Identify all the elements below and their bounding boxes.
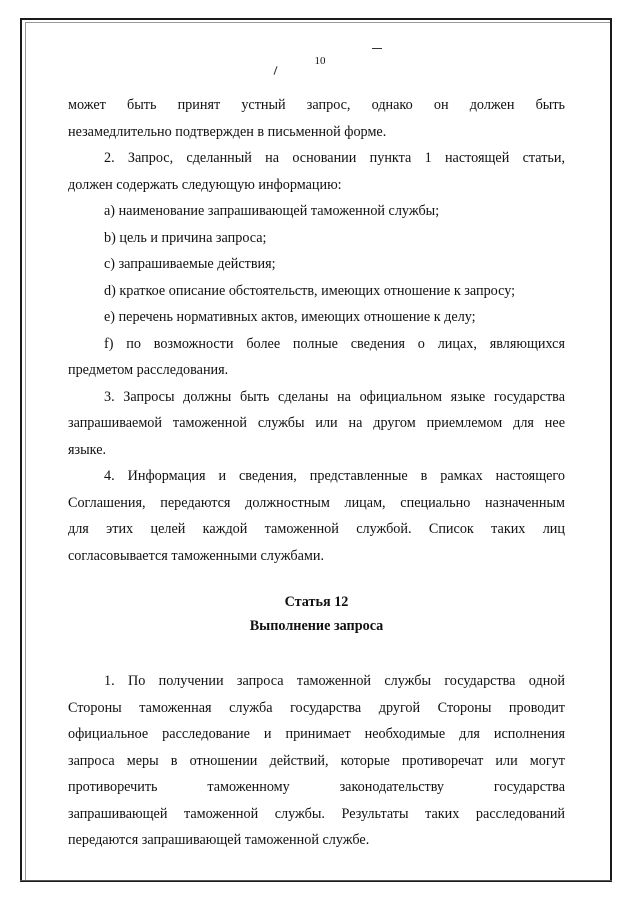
text-line: для этих целей каждой таможенной службой. Список таких лиц (68, 521, 565, 537)
list-item: c) запрашиваемые действия; (104, 256, 276, 272)
text-line: 4. Информация и сведения, представленные в рамках настоящего (104, 468, 565, 484)
text-line: запроса меры в отношении действий, которые противоречат или могут (68, 752, 565, 769)
scan-speck (372, 48, 382, 49)
text-line: противоречить таможенному законодательству государства (68, 779, 565, 795)
text-line: официальное расследование и принимает необходимые для исполнения (68, 726, 565, 742)
list-item: d) краткое описание обстоятельств, имеющих отношение к запросу; (104, 282, 516, 299)
spacer (68, 638, 565, 668)
text-line: Стороны таможенная служба государства другой Стороны проводит (68, 699, 565, 716)
text-line: запрашиваемой таможенной службы или на другом приемлемом для нее (68, 415, 565, 431)
page-number: 10 (314, 55, 326, 67)
document-body (68, 92, 565, 854)
text-line: 1. По получении запроса таможенной службы государства одной (104, 673, 565, 689)
text-line: незамедлительно подтвержден в письменной форме. (68, 123, 387, 140)
list-item: f) по возможности более полные сведения о лицах, являющихся (104, 335, 565, 352)
article-title: Выполнение запроса (249, 618, 384, 634)
text-line: 2. Запрос, сделанный на основании пункта 1 настоящей статьи, (104, 150, 565, 166)
list-item: e) перечень нормативных актов, имеющих отношение к делу; (104, 309, 476, 325)
text-line: согласовывается таможенными службами. (68, 547, 325, 564)
list-item: а) наименование запрашивающей таможенной службы; (104, 203, 440, 219)
list-item: b) цель и причина запроса; (104, 229, 267, 246)
text-line: должен содержать следующую информацию: (68, 176, 342, 193)
text-line: предметом расследования. (68, 362, 229, 378)
text-line: 3. Запросы должны быть сделаны на официальном языке государства (104, 388, 565, 405)
text-line: Соглашения, передаются должностным лицам, специально назначенным (68, 494, 565, 511)
article-number: Статья 12 (284, 594, 349, 610)
spacer (68, 569, 565, 590)
bottom-rule (20, 880, 612, 881)
text-line: языке. (68, 441, 107, 458)
text-line: запрашивающей таможенной службы. Результаты таких расследований (68, 805, 565, 822)
text-line: может быть принят устный запрос, однако он должен быть (68, 97, 565, 113)
text-line: передаются запрашивающей таможенной службе. (68, 832, 370, 848)
